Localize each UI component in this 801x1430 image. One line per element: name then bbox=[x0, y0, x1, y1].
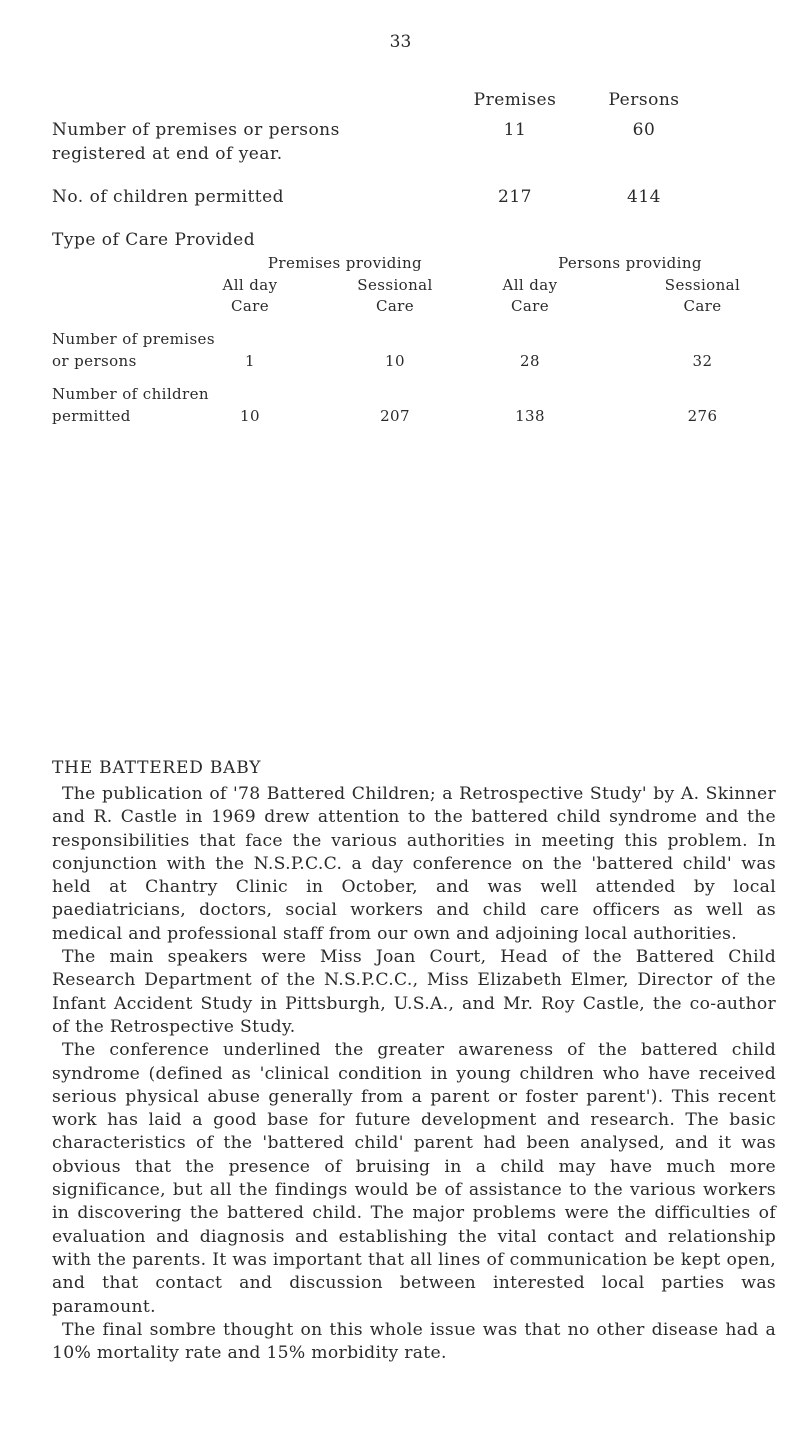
premises-sessional-header-line1: Sessional bbox=[357, 276, 433, 294]
children-permitted-persons-value: 414 bbox=[627, 187, 661, 207]
care-row2-premises-sessional: 207 bbox=[380, 407, 410, 425]
premises-all-day-header-line2: Care bbox=[230, 297, 270, 315]
paragraph-2: The main speakers were Miss Joan Court, Head of the Battered Child Research Department of the N.S.P.C.C., Miss Elizabeth Elmer, Director of the Infant Accident Study in Pittsburgh, U.S.A., and Mr. Roy Castle, the co-author of the Retrospective Study. bbox=[52, 947, 776, 1037]
registered-persons-value: 60 bbox=[632, 120, 656, 140]
care-row2-persons-sessional: 276 bbox=[687, 407, 718, 425]
persons-sessional-header-line2: Care bbox=[683, 297, 722, 315]
premises-sessional-header-line2: Care bbox=[375, 297, 415, 315]
premises-all-day-header-line1: All day bbox=[222, 276, 278, 294]
page-number: 33 bbox=[389, 32, 412, 52]
persons-column-header: Persons bbox=[608, 90, 680, 110]
care-row1-premises-sessional: 10 bbox=[385, 352, 405, 370]
children-permitted-row-label: No. of children permitted bbox=[52, 187, 285, 207]
care-row2-label-line1: Number of children bbox=[52, 385, 209, 403]
paragraph-3: The conference underlined the greater awareness of the battered child syndrome (defined as 'clinical condition in young children who have received serious physical abuse generally from a parent or foster parent'). This recent work has laid a good base for future development and research. The basic characteristics of the 'battered child' parent had been analysed, and it was obvious that the presence of bruising in a child may have much more significance, but all the findings would be of assistance to the various workers in discovering the battered child. The major problems were the difficulties of evaluation and diagnosis and establishing the vital contact and relationship with the parents. It was important that all lines of communication be kept open, and that contact and discussion between interested local parties was paramount. bbox=[52, 1040, 776, 1317]
care-row1-label-line1: Number of premises bbox=[52, 330, 215, 348]
care-row1-persons-all-day: 28 bbox=[520, 352, 540, 370]
registered-row-label-line1: Number of premises or persons bbox=[52, 120, 340, 140]
premises-column-header: Premises bbox=[473, 90, 557, 110]
registered-row-label-line2: registered at end of year. bbox=[52, 144, 283, 164]
persons-sessional-header-line1: Sessional bbox=[664, 276, 741, 294]
care-row1-premises-all-day: 1 bbox=[245, 352, 255, 370]
persons-all-day-header-line1: All day bbox=[502, 276, 558, 294]
registered-premises-value: 11 bbox=[503, 120, 527, 140]
paragraph-1: The publication of '78 Battered Children; a Retrospective Study' by A. Skinner and R. Castle in 1969 drew attention to the battered child syndrome and the responsibilities that face the various authorities in meeting this problem. In conjunction with the N.S.P.C.C. a day conference on the 'battered child' was held at Chantry Clinic in October, and was well attended by local paediatricians, doctors, social workers and child care officers as well as medical and professional staff from our own and adjoining local authorities. bbox=[52, 784, 776, 944]
care-row2-label-line2: permitted bbox=[52, 407, 131, 425]
care-row2-persons-all-day: 138 bbox=[515, 407, 545, 425]
care-row1-label-line2: or persons bbox=[52, 352, 137, 370]
persons-providing-header: Persons providing bbox=[558, 254, 702, 272]
premises-providing-header: Premises providing bbox=[267, 254, 423, 272]
section-body bbox=[52, 783, 776, 1365]
care-row2-premises-all-day: 10 bbox=[240, 407, 260, 425]
persons-all-day-header-line2: Care bbox=[510, 297, 550, 315]
paragraph-4: The final sombre thought on this whole issue was that no other disease had a 10% mortality rate and 15% morbidity rate. bbox=[52, 1319, 776, 1364]
care-table-title: Type of Care Provided bbox=[52, 230, 256, 250]
section-title: THE BATTERED BABY bbox=[52, 758, 262, 778]
care-row1-persons-sessional: 32 bbox=[692, 352, 713, 370]
children-permitted-premises-value: 217 bbox=[498, 187, 532, 207]
